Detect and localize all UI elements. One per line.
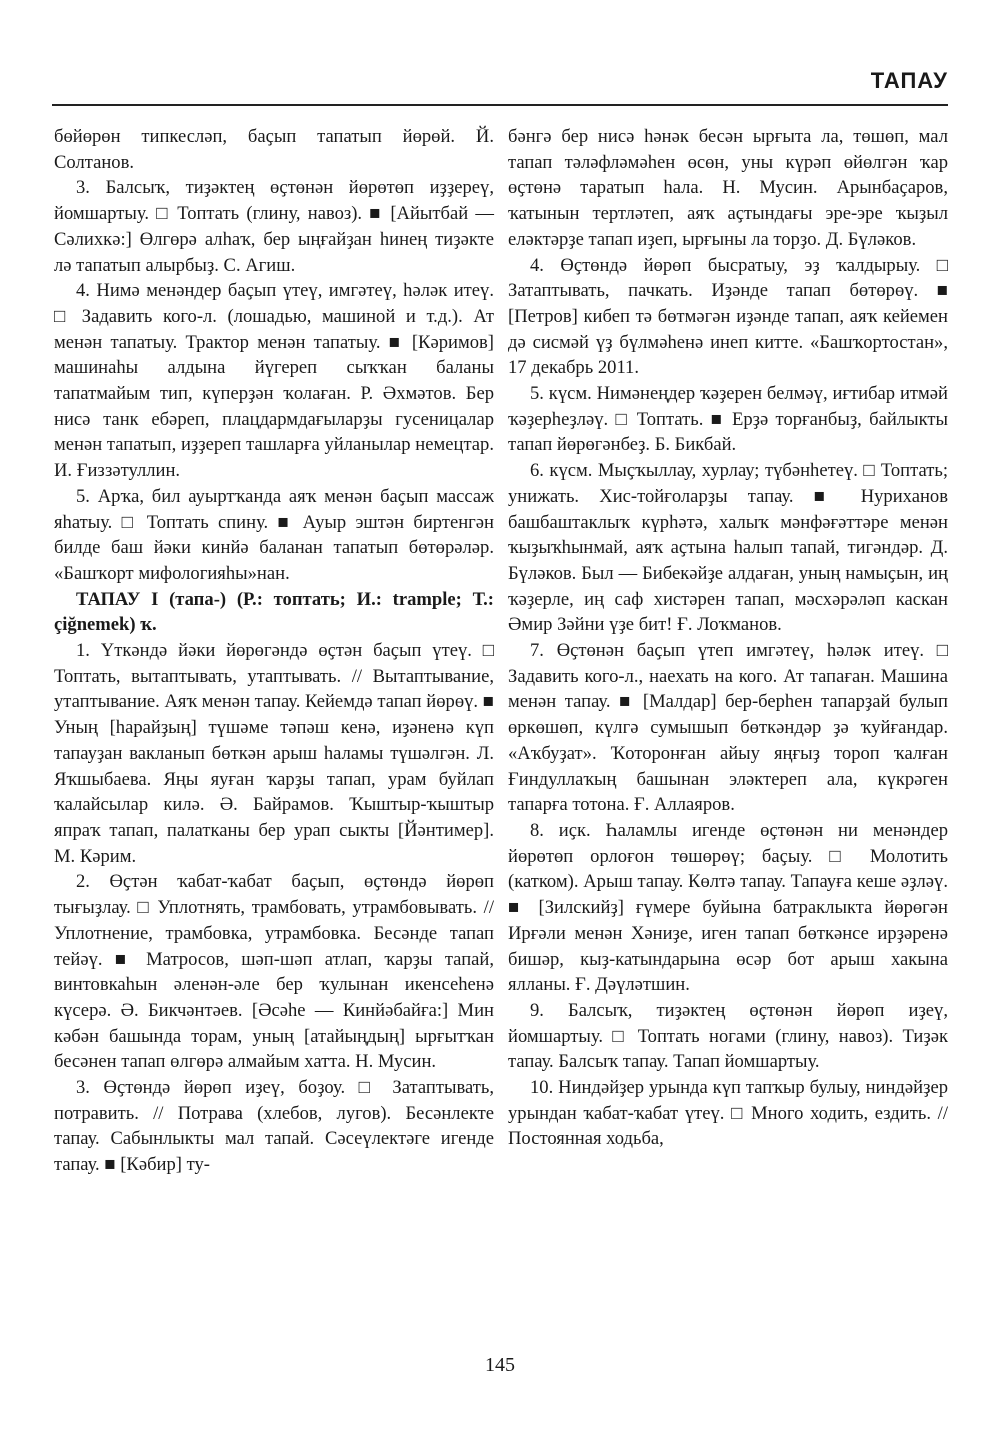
- headword-paragraph: ТАПАУ I (тапа-) (Р.: топтать; И.: trample; Т.: çiğnemek) ҡ.: [54, 588, 494, 636]
- entry-paragraph: бәнгә бер нисә һәнәк бесән ырғыта ла, төшөп, мал тапап тәләфләмәһен өсөн, уны күрәп өйөлгән ҡар өҫтөнә таратып һала. Н. Мусин. Арынбаҫаров, ҡатынын тертләтеп, аяҡ аҫтындағы эре-эре ҡыҙыл еләктәрҙе тапап иҙеп, ырғыны ла торҙо. Д. Бүләков.: [508, 126, 948, 250]
- entry-paragraph: 10. Ниндәйҙер урында күп тапҡыр булыу, ниндәйҙер урындан ҡабат-ҡабат үтеү. □ Много ходить, ездить. // Постоянная ходьба,: [508, 1077, 948, 1150]
- left-column: [54, 124, 494, 1178]
- entry-paragraph: 5. күсм. Нимәнеңдер ҡәҙерен белмәү, иғтибар итмәй ҡәҙерһеҙләү. □ Топтать. ■ Ерҙә торғанбыҙ, байлыкты тапап йөрөгәнбеҙ. Б. Бикбай.: [508, 383, 948, 456]
- entry-paragraph: 6. күсм. Мыҫҡыллау, хурлау; түбәнһетеү. □ Топтать; унижать. Хис-тойғоларҙы тапау. ■ Нуриханов башбаштаклыҡ күрһәтә, халыҡ мәнфәғәттәре менән ҡыҙыҡһынмай, аяҡ аҫтына һалып тапай, тигәндәр. Д. Бүләков. Был — Бибекәйҙе алдаған, уның намыҫын, иң ҡәҙерле, иң саф хистәрен тапап, мәсхәрәләп каскан Әмир Зәйни үҙе бит! Ғ. Лоҡманов.: [508, 460, 948, 636]
- entry-paragraph: 7. Өҫтөнән баҫып үтеп имгәтеү, һәләк итеү. □ Задавить кого-л., наехать на кого. Ат тапаған. Машина менән тапау. ■ [Малдар] бер-берһен тапарҙай булып өркөшөп, күлгә сумышып бөткәндәр ҙә ҡуйғандар. «Аҡбуҙат». Ҡоторонған айыу яңғыҙ тороп ҡалған Ғиндуллаҡың башынан эләктереп ала, күкрәген тапарға тотона. Ғ. Аллаяров.: [508, 640, 948, 816]
- entry-paragraph: 5. Арҡа, бил ауыртҡанда аяҡ менән баҫып массаж яһатыу. □ Топтать спину. ■ Ауыр эштән биртенгән билде баш йәки кинйә баланан тапатып бөтөрәләр. «Башҡорт мифологияһы»нан.: [54, 485, 494, 584]
- right-column: [508, 124, 948, 1152]
- entry-paragraph: 4. Өҫтөндә йөрөп бысратыу, эҙ ҡалдырыу. □ Затаптывать, пачкать. Иҙәнде тапап бөтөрөү. ■ [Петров] кибеп тә бөтмәгән иҙәнде тапап, аяҡ кейемен дә сисмәй үҙ бүлмәһенә инеп китте. «Башҡортостан», 17 декабрь 2011.: [508, 254, 948, 379]
- header-title: ТАПАУ: [870, 68, 948, 93]
- entry-paragraph: 3. Балсыҡ, тиҙәктең өҫтөнән йөрөтөп иҙҙереү, йомшартыу. □ Топтать (глину, навоз). ■ [Айытбай — Сәлихкә:] Өлгөрә алһаҡ, бер ыңғайҙан һинең тиҙәкте лә тапатып алырбыҙ. С. Агиш.: [54, 177, 494, 276]
- entry-paragraph: 8. иҫк. Һаламлы игенде өҫтөнән ни менәндер йөрөтөп орлоғон төшөрөү; баҫыу. □ Молотить (катком). Арыш тапау. Көлтә тапау. Тапауға кеше әҙләү. ■ [Зилскийҙ] ғүмере буйына батраклыкта йөрөгән Ирғәли менән Хәниҙе, иген тапап бөткәнсе ирҙәренә бишәр, кыҙ-катындарына өсәр бот арыш хакына ялланы. Ғ. Дәүләтшин.: [508, 819, 948, 996]
- entry-paragraph: 2. Өҫтән ҡабат-ҡабат баҫып, өҫтөндә йөрөп тығыҙлау. □ Уплотнять, трамбовать, утрамбовывать. // Уплотнение, трамбовка, утрамбовка. Бесәнде тапап тейәү. ■ Матросов, шәп-шәп атлап, ҡарҙы тапай, винтовкаһын әленән-әле бер ҡулынан икенсеһенә күсерә. Ә. Бикчәнтәев. [Әсәһе — Кинйәбайға:] Мин кәбән башында торам, уның [атайыңдың] ырғытҡан бесәнен тапап өлгөрә алмайым хатта. Н. Мусин.: [54, 871, 494, 1073]
- entry-paragraph: 4. Нимә менәндер баҫып үтеү, имгәтеү, һәләк итеү. □ Задавить кого-л. (лошадью, машиной и т.д.). Ат менән тапатыу. Трактор менән тапатыу. ■ [Кәримов] машинаһы алдына йүгереп сыҡҡан баланы тапатмайым тип, күперҙән ҡолаған. Р. Әхмәтов. Бер нисә танк ебәреп, плацдармдағыларҙы гусеницалар менән тапатып, иҙҙереп ташларға уйланылар немецтар. И. Ғиззәтуллин.: [54, 280, 494, 482]
- entry-paragraph: 1. Үткәндә йәки йөрөгәндә өҫтән баҫып үтеү. □ Топтать, вытаптывать, утаптывать. // Вытаптывание, утаптывание. Аяҡ менән тапау. Кейемдә тапап йөрөү. ■ Уның [һарайҙың] түшәме тәпәш кенә, иҙәненә күп тапауҙан вакланып бөткән арыш һаламы түшәлгән. Л. Яҡшыбаева. Яңы яуған ҡарҙы тапап, урам буйлап ҡалайсылар килә. Ә. Байрамов. Ҡыштыр-ҡыштыр япраҡ тапап, палатканы бер урап сыкты [Йәнтимер]. М. Кәрим.: [54, 640, 494, 867]
- page-number: 145: [485, 1354, 515, 1376]
- entry-paragraph: 9. Балсыҡ, тиҙәктең өҫтөнән йөрөп иҙеү, йомшартыу. □ Топтать ногами (глину, навоз). Тиҙәк тапау. Балсыҡ тапау. Тапап йомшартыу.: [508, 999, 948, 1073]
- entry-paragraph: 3. Өҫтөндә йөрөп иҙеү, боҙоу. □ Затаптывать, потравить. // Потрава (хлебов, лугов). Бесәнлекте тапау. Сабынлыкты мал тапай. Сәсеүлектәге игенде тапау. ■ [Кәбир] ту-: [54, 1077, 494, 1176]
- running-header: [52, 60, 948, 106]
- entry-paragraph: бөйөрөн типкесләп, баҫып тапатып йөрөй. Й. Солтанов.: [54, 126, 494, 173]
